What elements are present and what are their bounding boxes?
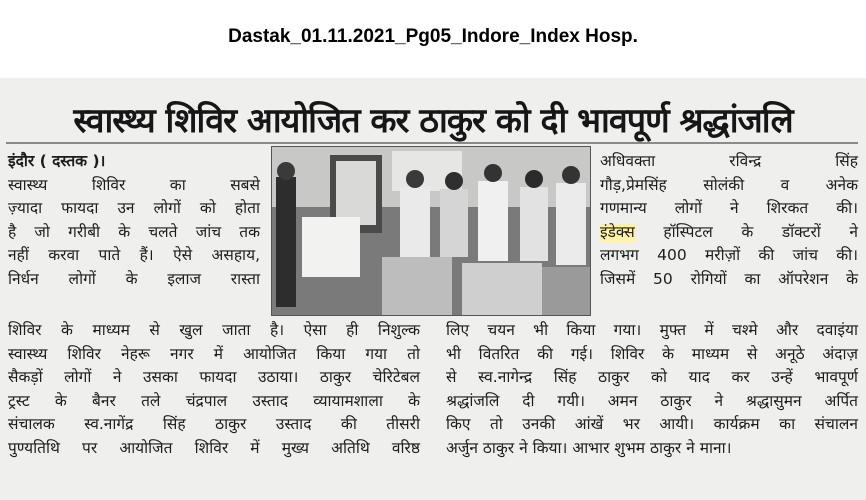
text-line-rest: हॉस्पिटल के डॉक्टरों ने — [663, 222, 858, 241]
text-line: किए तो उनकी आंखें भर आयी। कार्यक्रम का संचालन — [446, 415, 858, 434]
file-caption: Dastak_01.11.2021_Pg05_Indore_Index Hosp. — [228, 26, 638, 47]
text-line: ज़्यादा फायदा उन लोगों को होता — [8, 199, 260, 218]
text-line: लिए चयन भी किया गया। मुफ्त में चश्मे और दवाइंया — [446, 321, 858, 339]
text-line: अधिवक्ता रविन्द्र सिंह — [600, 152, 858, 170]
text-line: अर्जुन ठाकुर ने किया। आभार शुभम ठाकुर ने माना। — [446, 438, 732, 457]
text-line: निर्धन लोगों के इलाज रास्ता — [8, 269, 260, 288]
dateline: इंदौर ( दस्तक )। — [8, 152, 106, 170]
text-line: है जो गरीबी के चलते जांच तक — [8, 222, 260, 241]
newspaper-clipping — [0, 78, 866, 500]
text-line: गौड़,प्रेमसिंह सोलंकी व अनेक — [600, 175, 858, 194]
text-line: नहीं करवा पाते हैं। ऐसे असहाय, — [8, 246, 260, 265]
event-photo-illustration — [272, 147, 590, 315]
text-line: लगभग 400 मरीज़ों की जांच की। — [600, 246, 858, 265]
text-line — [600, 221, 858, 245]
headline-divider — [6, 142, 858, 144]
text-line: स्वास्थ्य शिविर का सबसे — [8, 175, 260, 194]
text-line: भी वितरित की गई। शिविर के माध्यम से अनूठे अंदाज़ — [446, 344, 858, 363]
right-column-bottom — [446, 319, 858, 461]
event-photo — [271, 146, 591, 316]
text-line: गणमान्य लोगों ने शिरकत की। — [600, 199, 858, 218]
text-line: स्वास्थ्य शिविर नेहरू नगर में आयोजित किया गया तो — [8, 344, 420, 363]
text-line: जिसमें 50 रोगियों का ऑपरेशन के — [600, 269, 858, 288]
text-line: से स्व.नागेन्द्र सिंह ठाकुर को याद कर उन्हें भावपूर्ण — [446, 368, 858, 387]
article-headline: स्वास्थ्य शिविर आयोजित कर ठाकुर को दी भावपूर्ण श्रद्धांजलि — [73, 101, 793, 141]
left-column-bottom — [8, 319, 420, 461]
left-column-top — [8, 150, 260, 292]
text-line: ट्रस्ट के बैनर तले चंद्रपाल उस्ताद व्यायामशाला के — [8, 391, 420, 410]
highlighted-hospital-name: इंडेक्स — [600, 222, 635, 241]
text-line: सैकड़ों लोगों ने उसका फायदा उठाया। ठाकुर चेरिटेबल — [8, 368, 420, 387]
text-line: शिविर के माध्यम से खुल जाता है। ऐसा ही निशुल्क — [8, 321, 420, 339]
text-line: पुण्यतिथि पर आयोजित शिविर में मुख्य अतिथि वरिष्ठ — [8, 438, 420, 457]
text-line: संचालक स्व.नागेंद्र सिंह ठाकुर उस्ताद की तीसरी — [8, 415, 420, 434]
right-column-top — [600, 150, 858, 292]
text-line: श्रद्धांजलि दी गयी। अमन ठाकुर ने श्रद्धासुमन अर्पित — [446, 391, 858, 410]
